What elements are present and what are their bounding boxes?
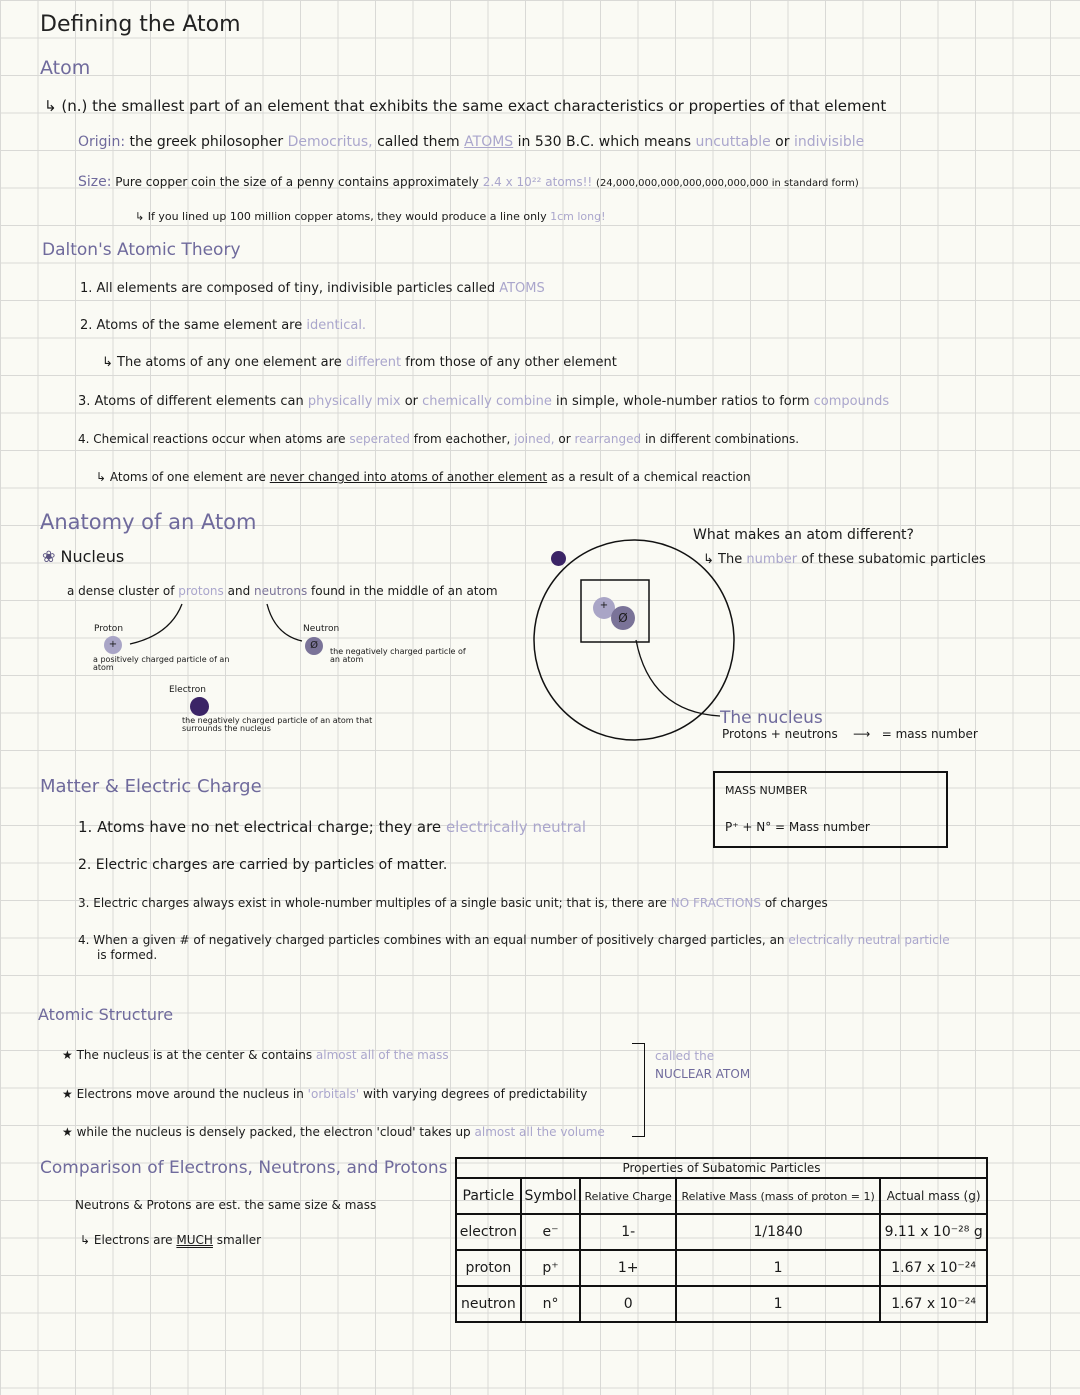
text: (24,000,000,000,000,000,000,000 in standard form) bbox=[596, 178, 859, 189]
cell: 1/1840 bbox=[676, 1214, 880, 1250]
comparison-line-2: ↳ Electrons are MUCH smaller bbox=[80, 1233, 262, 1247]
text: or bbox=[404, 394, 418, 409]
table-row bbox=[456, 1250, 987, 1286]
cell: 9.11 x 10⁻²⁸ g bbox=[880, 1214, 987, 1250]
matter-point-4 bbox=[78, 933, 950, 947]
atom-heading: Atom bbox=[40, 57, 91, 79]
mass-box-equation: P⁺ + N° = Mass number bbox=[725, 820, 870, 834]
highlight: compounds bbox=[813, 394, 890, 409]
dalton-point-2-sub: ↳ The atoms of any one element are different from those of any other element bbox=[102, 355, 617, 370]
electron-label: Electron bbox=[169, 685, 206, 695]
comparison-line-1: Neutrons & Protons are est. the same size & mass bbox=[75, 1198, 377, 1212]
neutron-label: Neutron bbox=[303, 624, 340, 634]
highlight: seperated bbox=[349, 432, 410, 446]
table-header: Relative Mass (mass of proton = 1) bbox=[676, 1178, 880, 1214]
proton-label: Proton bbox=[94, 624, 124, 634]
text: in simple, whole-number ratios to form bbox=[555, 394, 810, 409]
cell: proton bbox=[456, 1250, 521, 1286]
matter-point-2: 2. Electric charges are carried by particles of matter. bbox=[78, 857, 448, 873]
text: smaller bbox=[216, 1233, 262, 1247]
highlight: NO FRACTIONS bbox=[670, 896, 762, 910]
structure-heading: Atomic Structure bbox=[38, 1005, 174, 1024]
anatomy-heading: Anatomy of an Atom bbox=[40, 510, 257, 534]
cell: 1.67 x 10⁻²⁴ bbox=[880, 1250, 987, 1286]
neutron-icon: Ø bbox=[305, 637, 323, 655]
mass-box-title: MASS NUMBER bbox=[725, 784, 808, 797]
proton-arrow bbox=[130, 604, 182, 644]
text: from eachother, bbox=[413, 432, 511, 446]
text: 3. Atoms of different elements can bbox=[78, 394, 304, 409]
highlight: particle bbox=[904, 933, 950, 947]
text: with varying degrees of predictability bbox=[362, 1087, 588, 1101]
cell: 1 bbox=[676, 1286, 880, 1322]
highlight: 1cm long! bbox=[550, 210, 606, 223]
cell: e⁻ bbox=[521, 1214, 581, 1250]
size-sub: ↳ If you lined up 100 million copper atoms, they would produce a line only 1cm long! bbox=[135, 210, 606, 223]
text: 1. Atoms have no net electrical charge; they are bbox=[78, 818, 442, 836]
text: of these subatomic particles bbox=[801, 552, 986, 567]
text: 4. When a given # of negatively charged particles combines with an equal number of positively charged particles, an bbox=[78, 933, 785, 947]
cell: p⁺ bbox=[521, 1250, 581, 1286]
cell: neutron bbox=[456, 1286, 521, 1322]
highlight: Democritus, bbox=[287, 134, 373, 150]
highlight: physically mix bbox=[307, 394, 401, 409]
table-row bbox=[456, 1214, 987, 1250]
text: ★ while the nucleus is densely packed, the electron 'cloud' takes up bbox=[62, 1125, 471, 1139]
text: Nucleus bbox=[60, 547, 125, 566]
highlight: 'orbitals' bbox=[307, 1087, 360, 1101]
bracket bbox=[632, 1043, 645, 1137]
highlight: joined, bbox=[514, 432, 555, 446]
text: ★ Electrons move around the nucleus in bbox=[62, 1087, 304, 1101]
electron-definition: the negatively charged particle of an atom that surrounds the nucleus bbox=[182, 716, 373, 733]
text: from those of any other element bbox=[405, 355, 617, 370]
cell: 1.67 x 10⁻²⁴ bbox=[880, 1286, 987, 1322]
arrow-icon: ⟶ bbox=[853, 727, 871, 741]
nucleus-label: The nucleus bbox=[720, 708, 823, 728]
cell: 0 bbox=[580, 1286, 676, 1322]
cell: 1 bbox=[676, 1250, 880, 1286]
table-header: Actual mass (g) bbox=[880, 1178, 987, 1214]
text: The bbox=[718, 552, 743, 567]
proton-definition: a positively charged particle of an atom bbox=[93, 655, 230, 672]
text: or bbox=[775, 134, 790, 150]
highlight: almost all of the mass bbox=[315, 1048, 449, 1062]
mass-equation bbox=[722, 727, 978, 741]
text: Protons + neutrons bbox=[722, 727, 838, 741]
structure-point-1 bbox=[62, 1048, 449, 1062]
text: as a result of a chemical reaction bbox=[550, 470, 751, 484]
text: Atoms of one element are bbox=[109, 470, 266, 484]
highlight: ATOMS bbox=[464, 134, 514, 150]
text: in different combinations. bbox=[644, 432, 800, 446]
atom-definition: ↳ (n.) the smallest part of an element that exhibits the same exact characteristics or properties of that element bbox=[44, 97, 887, 115]
origin-label: Origin: bbox=[78, 134, 126, 150]
subatomic-particles-table bbox=[455, 1157, 988, 1323]
nucleus-neutron-icon: Ø bbox=[611, 606, 635, 630]
highlight: electrically neutral bbox=[788, 933, 901, 947]
table-title: Properties of Subatomic Particles bbox=[456, 1158, 987, 1178]
table-header: Symbol bbox=[521, 1178, 581, 1214]
nucleus-pointer bbox=[636, 640, 720, 716]
comparison-heading: Comparison of Electrons, Neutrons, and Protons bbox=[40, 1158, 448, 1178]
text: never changed into atoms of another element bbox=[269, 470, 548, 484]
table-header: Relative Charge bbox=[580, 1178, 676, 1214]
nucleus-cluster-icon: ❀ bbox=[42, 547, 56, 566]
highlight: 2.4 x 10²² atoms!! bbox=[482, 175, 593, 189]
text: ★ The nucleus is at the center & contains bbox=[62, 1048, 313, 1062]
cell: 1+ bbox=[580, 1250, 676, 1286]
proton-icon: + bbox=[104, 636, 122, 654]
highlight: ATOMS bbox=[499, 281, 545, 296]
structure-point-3 bbox=[62, 1125, 605, 1139]
highlight: almost all the volume bbox=[474, 1125, 605, 1139]
text: The atoms of any one element are bbox=[117, 355, 342, 370]
question: What makes an atom different? bbox=[693, 527, 914, 543]
text: and bbox=[227, 584, 251, 598]
matter-point-3 bbox=[78, 896, 828, 910]
electron-orbit bbox=[534, 540, 734, 740]
bracket-note-2: NUCLEAR ATOM bbox=[655, 1067, 751, 1081]
text: 4. Chemical reactions occur when atoms are bbox=[78, 432, 346, 446]
text: 2. Atoms of the same element are bbox=[80, 318, 303, 333]
highlight: different bbox=[345, 355, 402, 370]
dalton-point-4-sub: ↳ Atoms of one element are never changed into atoms of another element as a result of a chemical reaction bbox=[96, 470, 751, 484]
text: the greek philosopher bbox=[129, 134, 284, 150]
text: Electrons are bbox=[93, 1233, 173, 1247]
table-row bbox=[456, 1286, 987, 1322]
matter-heading: Matter & Electric Charge bbox=[40, 776, 262, 797]
electron-icon: - bbox=[190, 697, 209, 716]
definition-text: (n.) the smallest part of an element that exhibits the same exact characteristics or properties of that element bbox=[61, 97, 887, 115]
size-label: Size: bbox=[78, 174, 112, 190]
mass-number-box bbox=[713, 771, 948, 848]
cell: n° bbox=[521, 1286, 581, 1322]
text: found in the middle of an atom bbox=[311, 584, 498, 598]
neutron-definition: the negatively charged particle of an atom bbox=[330, 647, 466, 664]
text: or bbox=[558, 432, 571, 446]
text: Pure copper coin the size of a penny contains approximately bbox=[115, 175, 479, 189]
highlight: rearranged bbox=[574, 432, 642, 446]
orbit-electron-icon bbox=[551, 551, 566, 566]
neutron-pointer bbox=[267, 604, 302, 641]
text: 3. Electric charges always exist in whole-number multiples of a single basic unit; that is, there are bbox=[78, 896, 667, 910]
text: in 530 B.C. which means bbox=[517, 134, 691, 150]
highlight: neutrons bbox=[254, 584, 308, 598]
matter-point-4-end: is formed. bbox=[97, 948, 158, 962]
nucleus-proton-icon: + bbox=[593, 597, 615, 619]
bracket-note-1: called the bbox=[655, 1049, 715, 1063]
highlight: chemically combine bbox=[422, 394, 552, 409]
cell: 1- bbox=[580, 1214, 676, 1250]
highlight: electrically neutral bbox=[445, 818, 587, 836]
highlight: indivisible bbox=[793, 134, 865, 150]
text: a dense cluster of bbox=[67, 584, 175, 598]
highlight: number bbox=[746, 552, 798, 567]
text: of charges bbox=[764, 896, 828, 910]
highlight: protons bbox=[178, 584, 224, 598]
highlight: identical. bbox=[306, 318, 367, 333]
matter-point-1 bbox=[78, 818, 586, 836]
table-header: Particle bbox=[456, 1178, 521, 1214]
text: = mass number bbox=[881, 727, 978, 741]
text: MUCH bbox=[176, 1233, 213, 1247]
text: called them bbox=[377, 134, 460, 150]
answer: ↳ The number of these subatomic particles bbox=[703, 552, 986, 567]
structure-point-2 bbox=[62, 1087, 587, 1101]
text: If you lined up 100 million copper atoms, they would produce a line only bbox=[147, 210, 547, 223]
cell: electron bbox=[456, 1214, 521, 1250]
text: 1. All elements are composed of tiny, indivisible particles called bbox=[80, 281, 496, 296]
highlight: uncuttable bbox=[695, 134, 771, 150]
dalton-heading: Dalton's Atomic Theory bbox=[42, 240, 241, 260]
page-title: Defining the Atom bbox=[40, 12, 241, 37]
